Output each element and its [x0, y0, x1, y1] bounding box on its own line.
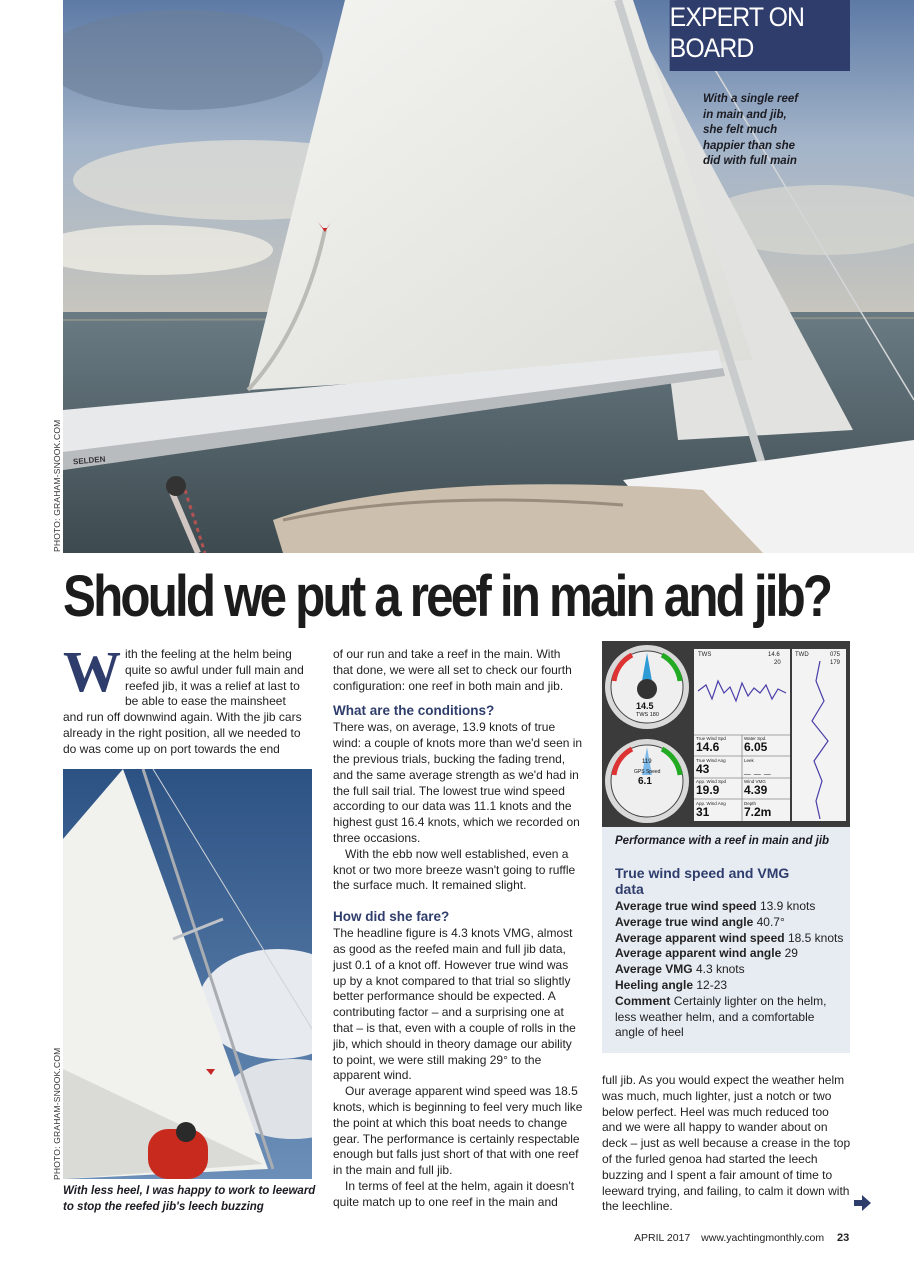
stat-row: [615, 946, 845, 962]
website: www.yachtingmonthly.com: [701, 1232, 825, 1244]
instrument-cell-value: 4.39: [744, 783, 768, 797]
hero-photo-credit: PHOTO: GRAHAM-SNOOK.COM: [52, 419, 62, 552]
instrument-display-photo: [602, 641, 850, 827]
instrument-cell-label: Wind VMG: [744, 779, 766, 784]
photo2-caption: With less heel, I was happy to work to leeward to stop the reefed jib's leech buzzing: [63, 1185, 316, 1213]
instrument-cell-value: 31: [696, 804, 710, 819]
stat-row: [615, 899, 845, 915]
stat-row: [615, 962, 845, 978]
hero-caption: With a single reef in main and jib, she felt much happier than she did with full main: [703, 93, 799, 167]
stats-list: [615, 899, 845, 1041]
tws-min: 20: [774, 660, 781, 666]
stat-row: [615, 994, 845, 1041]
stat-value: 18.5 knots: [787, 930, 844, 945]
twd-label: TWD: [795, 652, 809, 658]
gauge2-value: 6.1: [638, 776, 652, 787]
instrument-cell: [696, 736, 742, 754]
stat-value: 4.3 knots: [695, 962, 745, 977]
stat-label: Average true wind angle: [615, 914, 754, 929]
twd-b: 179: [830, 660, 841, 666]
stat-value: Certainly lighter on the helm, less weather helm, and a comfortable angle of heel: [615, 993, 827, 1040]
instrument-cell-label: True Wind Spd: [696, 736, 726, 741]
stat-label: Average VMG: [615, 962, 693, 977]
gauge1-value: 14.5: [636, 701, 654, 711]
continue-arrow-icon: [852, 1193, 872, 1213]
instrument-cell-value: 7.2m: [744, 804, 772, 819]
stat-value: 29: [784, 946, 798, 961]
instrument-cell-label: App. Wind Ang: [696, 800, 726, 806]
twd-a: 075: [830, 652, 841, 658]
instrument-cell-label: Depth: [744, 800, 757, 806]
boom-brand: SELDEN: [72, 454, 106, 467]
instrument-cell-value: 6.05: [744, 740, 768, 754]
instrument-cell-value: 19.9: [696, 783, 720, 797]
stat-label: Heeling angle: [615, 977, 694, 992]
stat-label: Average apparent wind speed: [615, 930, 785, 945]
paragraph: Our average apparent wind speed was 18.5 knots, which is beginning to feel very much like the point at which this boat needs to change gear. The performance is certainly respectable enough but falls just short of that with one reef in the main and full jib.: [333, 1084, 583, 1178]
paragraph: of our run and take a reef in the main. With that done, we were all set to check our fourth configuration: one reef in both main and jib.: [333, 647, 572, 693]
instrument-cell-label: Leek: [744, 757, 754, 763]
paragraph: The headline figure is 4.3 knots VMG, almost as good as the reefed main and full jib data, just 0.1 of a knot off. However true wind was up by a knot compared to that trial so slightly better performance should be expected. A contributing factor – and a surprising one at that – is that, even with a couple of rolls in the jib, which should in theory damage our ability to point, we were still making 29° to the apparent wind.: [333, 926, 576, 1083]
subheading-how-did-she-fare: How did she fare?: [333, 909, 450, 925]
instrument-cell: [696, 758, 742, 776]
stat-row: [615, 931, 845, 947]
paragraph: In terms of feel at the helm, again it doesn't quite match up to one reef in the main and: [333, 1178, 575, 1209]
reefed-jib-photo: [63, 769, 312, 1179]
stat-value: 40.7°: [756, 914, 785, 929]
paragraph: There was, on average, 13.9 knots of true wind: a couple of knots more than we'd seen in the previous trials, bucking the fading trend, and the same average strength as we'd had in the full sail trial. The lowest true wind speed according to our data was 11.1 knots and the highest gust 16.4 knots, which we recorded on three occasions.: [333, 720, 583, 845]
paragraph: With the ebb now well established, even a knot or two more breeze wasn't going to ruffle the surface much. It remained slight.: [333, 846, 576, 893]
issue-date: APRIL 2017: [634, 1232, 691, 1244]
instrument-cell-label: True Wind Ang: [696, 757, 726, 763]
column-2: [333, 647, 583, 1211]
photo2-credit: PHOTO: GRAHAM-SNOOK.COM: [52, 1047, 62, 1180]
instrument-cell-value: _ _ _: [744, 761, 771, 776]
page-title: Should we put a reef in main and jib?: [63, 564, 831, 629]
instrument-cell-label: Water Spd.: [744, 736, 767, 741]
instrument-cell-value: 43: [696, 761, 710, 776]
stat-label: Comment: [615, 993, 671, 1008]
page-footer: [634, 1232, 849, 1244]
instrument-cell: [744, 758, 790, 776]
tws-label: TWS: [698, 652, 712, 658]
tws-max: 14.6: [768, 652, 780, 658]
gauge2-sub: 119: [642, 759, 652, 765]
stat-value: 13.9 knots: [759, 899, 816, 913]
instrument-cell: [744, 736, 790, 754]
hero-photo-illustration: [63, 0, 914, 553]
instrument-cell: [744, 801, 790, 819]
stat-row: [615, 978, 845, 994]
stat-label: Average true wind speed: [615, 899, 757, 913]
paragraph: full jib. As you would expect the weather helm was much, much lighter, just a notch or two below perfect. Heel was much reduced too and we were all happy to wander about on deck – just as well because a crease in the top of the furled genoa had started the leech buzzing and I spent a fair amount of time to leeward trying, and failing, to calm it down with the leechline.: [602, 1073, 851, 1214]
instrument-cell-label: App. Wind Spd: [696, 779, 727, 784]
instrument-cell: [696, 801, 742, 819]
stat-value: 12-23: [696, 977, 728, 992]
instrument-cell: [696, 779, 742, 797]
gauge1-sub: TWS 180: [636, 712, 659, 718]
column-3: [602, 1073, 852, 1215]
stat-row: [615, 915, 845, 931]
instrument-cell-value: 14.6: [696, 740, 720, 754]
reefed-jib-photo-illustration: [63, 769, 312, 1179]
drop-cap: W: [63, 639, 121, 704]
stat-label: Average apparent wind angle: [615, 946, 782, 961]
section-tag: EXPERT ON BOARD: [670, 0, 850, 71]
box-title: True wind speed and VMG data: [615, 865, 790, 897]
page-number: 23: [837, 1232, 850, 1244]
instrument-cells: [694, 736, 790, 821]
gauge2-label: GPS Speed: [634, 769, 661, 775]
instrument-caption: Performance with a reef in main and jib: [615, 835, 830, 847]
intro-paragraph: ith the feeling at the helm being quite so awful under full main and reefed jib, it was a relief at last to be able to ease the mainsheet and run off downwind again. With the jib cars already in the right position, all we needed to do was come up on port towards the end: [63, 647, 304, 756]
column-1: [63, 639, 305, 758]
subheading-conditions: What are the conditions?: [333, 703, 495, 719]
instrument-cell: [744, 779, 790, 797]
hero-photo: [63, 0, 914, 553]
